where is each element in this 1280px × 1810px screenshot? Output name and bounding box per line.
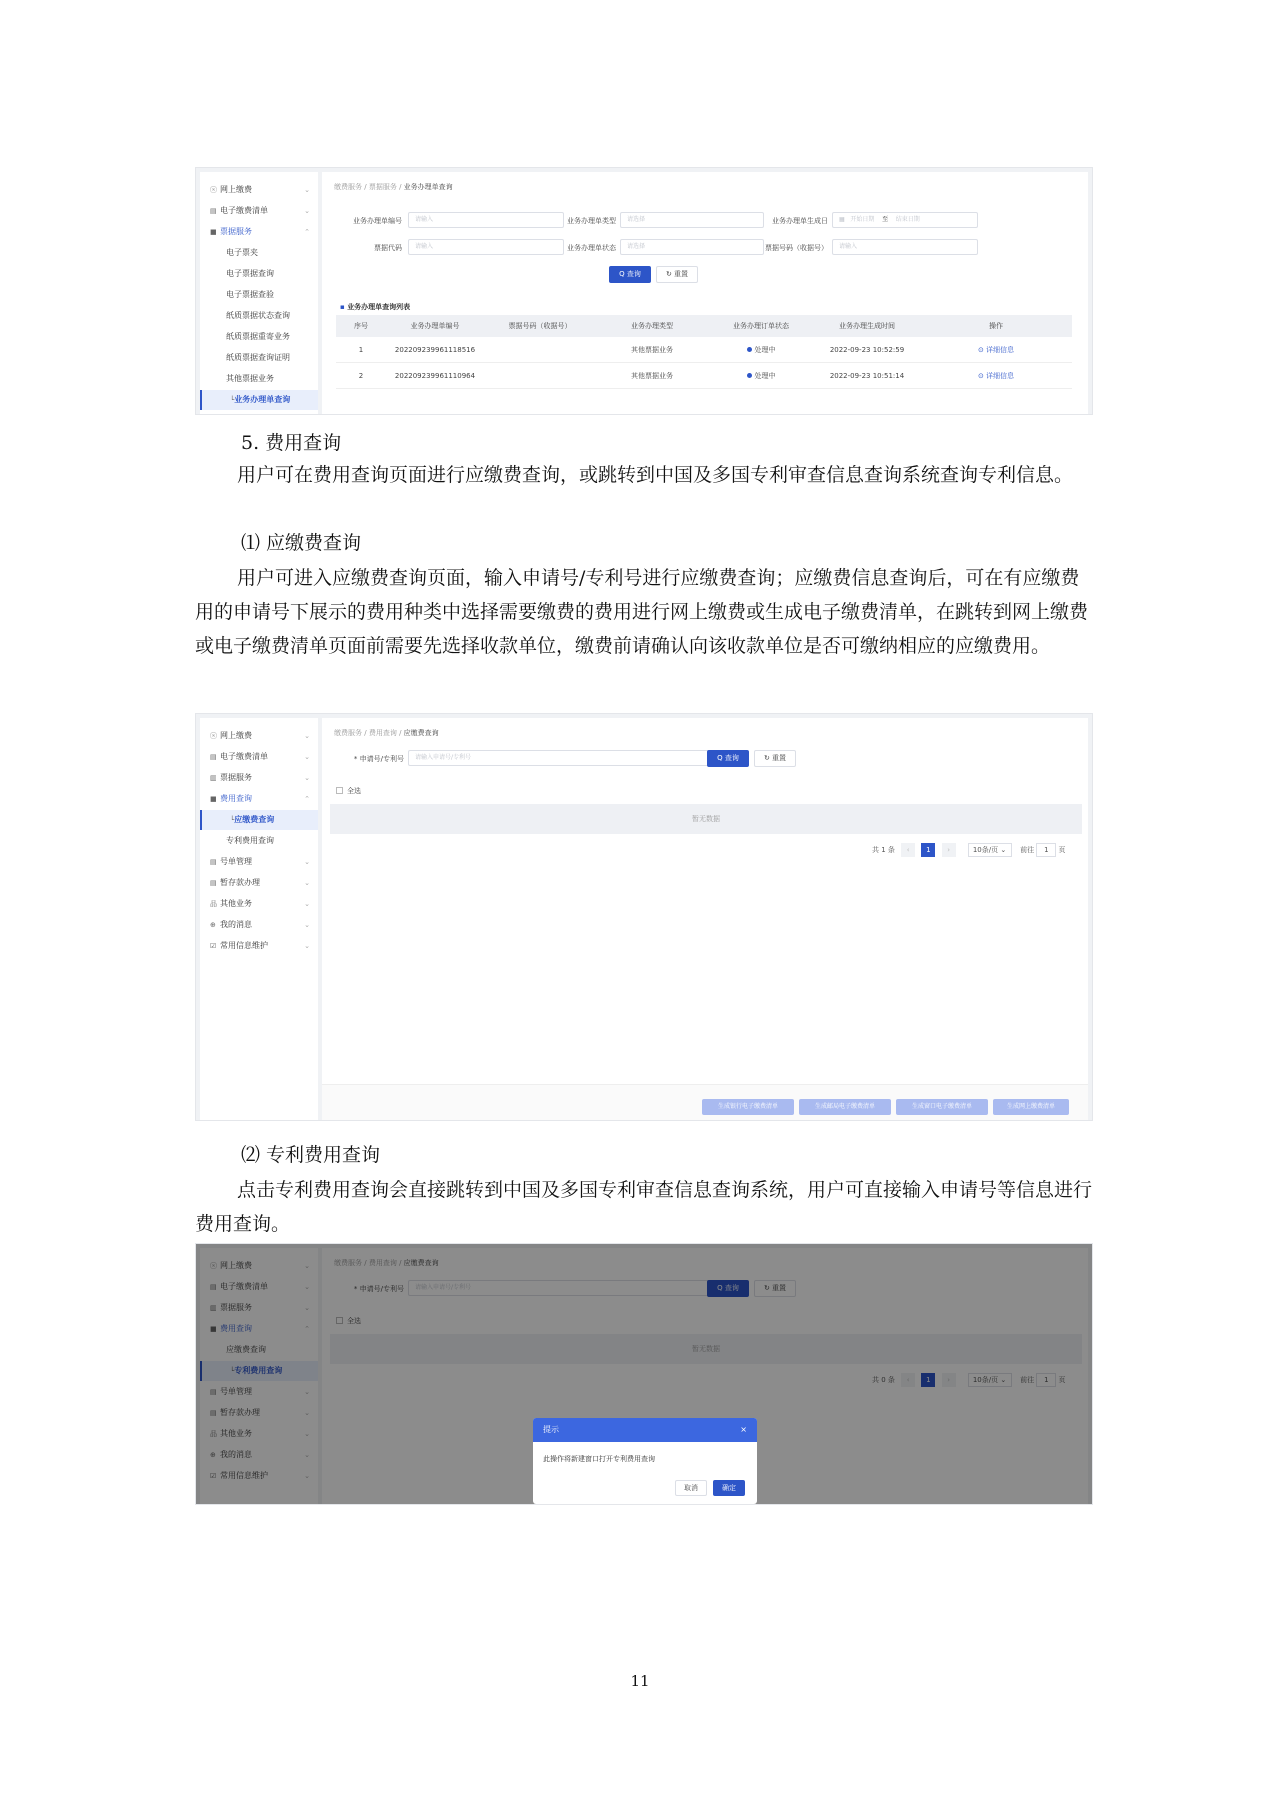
main-panel (322, 172, 1088, 414)
chevron-down-icon: ⌄ (304, 186, 310, 194)
invoice-number-input[interactable]: 请输入 (832, 239, 978, 255)
cell-order-no: 202209239961118516 (394, 346, 476, 354)
select-placeholder: 请选择 (627, 243, 646, 250)
sidebar-item-invoice-service[interactable] (210, 768, 310, 788)
cell-time: 2022-09-23 10:52:59 (829, 346, 905, 354)
chevron-down-icon: ⌄ (304, 879, 310, 887)
cell-status (708, 363, 814, 389)
chevron-down-icon: ⌄ (304, 774, 310, 782)
application-number-input[interactable]: 请输入申请号/专利号 (408, 1280, 710, 1296)
breadcrumb-separator: / (364, 183, 367, 191)
invoice-icon: ▥ (210, 1304, 217, 1312)
sidebar-item-fee-query[interactable] (210, 789, 310, 809)
tree-branch-icon: └ (230, 1367, 235, 1375)
sidebar-item-payable-query[interactable] (200, 810, 318, 830)
breadcrumb-separator: / (364, 1259, 367, 1267)
status-dot (747, 347, 752, 352)
breadcrumb-item[interactable]: 票据服务 (368, 183, 397, 191)
paragraph-patent-fee-query: 点击专利费用查询会直接跳转到中国及多国专利审查信息查询系统，用户可直接输入申请号等信息进行费用查询。 (195, 1179, 1093, 1235)
chevron-down-icon: ⌄ (304, 1283, 310, 1291)
breadcrumb-current: 业务办理单查询 (403, 183, 453, 191)
total-count: 共 1 条 (872, 846, 895, 854)
detail-link[interactable]: ⊙ 详细信息 (977, 346, 1015, 354)
section-heading-fee-query: 5. 费用查询 (241, 432, 342, 454)
sidebar-item-online-payment[interactable] (210, 726, 310, 746)
payment-icon: ⓢ (210, 1262, 217, 1270)
chevron-down-icon: ⌄ (304, 921, 310, 929)
end-date-placeholder: 结束日期 (895, 216, 920, 223)
cell-index: 2 (358, 372, 364, 380)
breadcrumb-item[interactable]: 费用查询 (368, 729, 397, 737)
sidebar-item-label: 电子缴费清单 (220, 752, 268, 761)
screenshot-patent-fee-dialog (195, 1243, 1093, 1505)
order-date-range[interactable] (832, 212, 978, 228)
list-icon: ▤ (210, 207, 217, 215)
sidebar-item-label: 其他业务 (220, 1429, 252, 1438)
sidebar (200, 172, 318, 414)
breadcrumb-item[interactable]: 缴费服务 (334, 183, 362, 191)
sidebar-item-label: 网上缴费 (220, 185, 252, 194)
goto-input[interactable]: 1 (1036, 1373, 1056, 1387)
range-separator: 至 (882, 216, 889, 223)
breadcrumb-separator: / (399, 1259, 402, 1267)
list-icon: ▤ (210, 1409, 217, 1417)
sidebar-item-label: 其他业务 (220, 899, 252, 908)
select-all-label: 全选 (347, 787, 361, 795)
select-all[interactable] (336, 786, 361, 796)
breadcrumb (334, 182, 453, 192)
sidebar-item-label: 我的消息 (220, 920, 252, 929)
chevron-down-icon: ⌄ (304, 732, 310, 740)
column-header: 序号 (354, 322, 368, 330)
status-dot (747, 373, 752, 378)
sidebar-item-label: 专利费用查询 (234, 1366, 283, 1375)
chevron-down-icon: ⌄ (304, 900, 310, 908)
invoice-number-label: 票据号码（收据号） (765, 244, 828, 252)
window-bill-button[interactable]: 生成窗口电子缴费清单 (896, 1099, 988, 1115)
pagination (872, 842, 1066, 858)
status-text: 处理中 (754, 372, 776, 380)
sidebar-item-paper-status[interactable]: 纸质票据状态查询 (226, 311, 290, 320)
sidebar-item-electronic-bill[interactable] (210, 747, 310, 767)
next-page-button[interactable]: › (942, 843, 956, 857)
chevron-down-icon: ⌄ (304, 753, 310, 761)
post-bill-button[interactable]: 生成邮局电子缴费清单 (799, 1099, 891, 1115)
screenshot-payable-query (195, 713, 1093, 1121)
bank-bill-button[interactable]: 生成银行电子缴费清单 (702, 1099, 794, 1115)
chevron-down-icon: ⌄ (304, 1472, 310, 1480)
chevron-up-icon: ⌃ (304, 1325, 310, 1333)
order-type-label: 业务办理单类型 (567, 217, 616, 225)
sidebar-item-label: 暂存款办理 (220, 1408, 260, 1417)
confirm-button[interactable]: 确定 (713, 1480, 745, 1496)
close-icon[interactable]: × (740, 1425, 747, 1434)
breadcrumb-separator: / (399, 183, 402, 191)
next-page-button[interactable]: › (942, 1373, 956, 1387)
list-icon: ▤ (210, 1283, 217, 1291)
sidebar-item-label: 网上缴费 (220, 1261, 252, 1270)
column-header: 业务办理生成时间 (839, 322, 895, 330)
application-number-label: * 申请号/专利号 (353, 755, 404, 763)
sidebar-item-label: 号单管理 (220, 857, 252, 866)
tree-branch-icon: └ (230, 816, 235, 824)
paragraph-fee-query: 用户可在费用查询页面进行应缴费查询，或跳转到中国及多国专利审查信息查询系统查询专利信息。 (237, 464, 1074, 486)
sidebar (200, 718, 318, 1120)
chevron-up-icon: ⌃ (304, 795, 310, 803)
column-header: 业务办理类型 (631, 322, 673, 330)
chevron-down-icon: ⌄ (304, 1451, 310, 1459)
sidebar-item-label: 号单管理 (220, 1387, 252, 1396)
prev-page-button[interactable]: ‹ (901, 843, 915, 857)
breadcrumb-item[interactable]: 缴费服务 (334, 729, 362, 737)
sidebar-item-common-info[interactable] (210, 936, 310, 956)
page-size-value: 10条/页 (972, 846, 999, 854)
sidebar-item-label: 电子缴费清单 (220, 1282, 268, 1291)
confirm-dialog (533, 1418, 757, 1504)
chevron-down-icon: ⌄ (304, 858, 310, 866)
invoice-code-input[interactable]: 请输入 (408, 239, 564, 255)
breadcrumb (334, 728, 439, 738)
main-panel (322, 718, 1088, 1120)
dialog-message: 此操作将新建窗口打开专利费用查询 (543, 1455, 655, 1463)
sidebar-item-label: 业务办理单查询 (234, 395, 291, 404)
page-number-current[interactable]: 1 (921, 1373, 935, 1387)
cell-time: 2022-09-23 10:51:14 (829, 372, 905, 380)
page-size-select[interactable]: 10条/页 ⌄ (968, 1373, 1012, 1387)
column-header: 业务办理订单状态 (733, 322, 789, 330)
breadcrumb-item[interactable]: 缴费服务 (334, 1259, 362, 1267)
sidebar-item-number-management[interactable] (210, 852, 310, 872)
status-text: 处理中 (754, 346, 776, 354)
table-row (336, 363, 1072, 389)
cell-type: 其他票据业务 (631, 346, 673, 354)
goto-input[interactable]: 1 (1036, 843, 1056, 857)
goto-label: 前往 (1020, 1376, 1035, 1384)
order-date-label: 业务办理单生成日 (772, 217, 828, 225)
application-number-label: * 申请号/专利号 (353, 1285, 404, 1293)
sidebar-item-label: 应缴费查询 (234, 815, 275, 824)
page-number-current[interactable]: 1 (921, 843, 935, 857)
payment-icon: ⓢ (210, 732, 217, 740)
breadcrumb-separator: / (364, 729, 367, 737)
sidebar-item-online-payment[interactable] (210, 180, 310, 200)
sidebar-item-patent-fee-query[interactable]: 专利费用查询 (226, 836, 274, 845)
goto-label: 前往 (1020, 846, 1035, 854)
sidebar-item-label: 票据服务 (220, 773, 252, 782)
page-unit: 页 (1058, 846, 1066, 854)
cell-order-no: 202209239961110964 (394, 372, 476, 380)
sidebar-item-other-business[interactable] (210, 894, 310, 914)
table-row (336, 337, 1072, 363)
sidebar-item-order-query[interactable] (200, 390, 318, 410)
column-header: 业务办理单编号 (410, 322, 460, 330)
order-no-input[interactable]: 请输入 (408, 212, 564, 228)
empty-state: 暂无数据 (330, 1334, 1082, 1364)
message-icon: ⊕ (210, 1451, 216, 1459)
sidebar-item-label: 常用信息维护 (220, 941, 268, 950)
sidebar-item-label: 票据服务 (220, 1303, 252, 1312)
sidebar-item-label: 我的消息 (220, 1450, 252, 1459)
list-icon: ▤ (210, 1388, 217, 1396)
prev-page-button[interactable]: ‹ (901, 1373, 915, 1387)
checklist-icon: ☑ (210, 1472, 217, 1480)
sidebar-item-deposit[interactable] (210, 873, 310, 893)
list-icon: ▤ (210, 879, 217, 887)
cancel-button[interactable]: 取消 (675, 1480, 707, 1496)
empty-state: 暂无数据 (330, 804, 1082, 834)
payment-icon: ⓢ (210, 186, 217, 194)
cell-index: 1 (358, 346, 364, 354)
chevron-up-icon: ⌃ (304, 228, 310, 236)
list-title (340, 302, 410, 312)
total-count: 共 0 条 (872, 1376, 895, 1384)
page-number: 11 (630, 1672, 650, 1690)
breadcrumb-separator: / (399, 729, 402, 737)
fee-icon: ■ (210, 1325, 217, 1333)
reset-button[interactable]: ↻ 重置 (754, 1280, 796, 1297)
select-placeholder: 请选择 (627, 216, 646, 223)
list-icon: ▤ (210, 858, 217, 866)
chevron-down-icon: ⌄ (304, 1304, 310, 1312)
chevron-down-icon: ⌄ (304, 1388, 310, 1396)
subheading-patent-fee-query: ⑵ 专利费用查询 (241, 1144, 381, 1166)
column-header: 操作 (989, 322, 1003, 330)
paragraph-payable-query: 用户可进入应缴费查询页面，输入申请号/专利号进行应缴费查询；应缴费信息查询后，可在有应缴费用的申请号下展示的费用种类中选择需要缴费的费用进行网上缴费或生成电子缴费清单，在跳转到网上缴费或电子缴费清单页面前需要先选择收款单位，缴费前请确认向该收款单位是否可缴纳相应的应缴费用。 (195, 567, 1089, 657)
cell-status (708, 337, 814, 363)
tree-branch-icon: └ (230, 396, 235, 404)
sidebar-item-label: 网上缴费 (220, 731, 252, 740)
sidebar-item-label: 费用查询 (220, 794, 252, 803)
invoice-icon: ▥ (210, 774, 217, 782)
chevron-down-icon: ⌄ (304, 942, 310, 950)
list-title-text: 业务办理单查询列表 (347, 303, 411, 311)
page-unit: 页 (1058, 1376, 1066, 1384)
search-button[interactable]: Q 查询 (707, 750, 749, 767)
sidebar-item-electronic-bill[interactable] (210, 201, 310, 221)
sidebar-item-label: 票据服务 (220, 227, 252, 236)
calendar-icon: ▦ (839, 216, 845, 223)
invoice-icon: ■ (210, 228, 217, 236)
order-no-label: 业务办理单编号 (353, 217, 402, 225)
screenshot-bill-query (195, 167, 1093, 415)
sidebar-item-e-wallet[interactable]: 电子票夹 (226, 248, 258, 257)
sidebar-item-label: 常用信息维护 (220, 1471, 268, 1480)
sidebar-item-paper-resend[interactable]: 纸质票据重寄业务 (226, 332, 290, 341)
subheading-payable-query: ⑴ 应缴费查询 (241, 532, 362, 554)
checkbox-icon (336, 787, 343, 794)
reset-button[interactable]: ↻ 重置 (754, 750, 796, 767)
chevron-down-icon: ⌄ (304, 1262, 310, 1270)
invoice-code-label: 票据代码 (374, 244, 402, 252)
sidebar-item-payable-query[interactable]: 应缴费查询 (226, 1345, 266, 1354)
footer-bar (322, 1084, 1088, 1120)
chevron-down-icon: ⌄ (304, 207, 310, 215)
page-size-select[interactable]: 10条/页 ⌄ (968, 843, 1012, 857)
order-type-select[interactable] (620, 212, 764, 228)
checklist-icon: ☑ (210, 942, 217, 950)
apps-icon: 品 (210, 900, 217, 908)
chevron-down-icon: ⌄ (304, 1409, 310, 1417)
table-header (336, 315, 1072, 337)
apps-icon: 品 (210, 1430, 217, 1438)
search-button[interactable]: Q 查询 (707, 1280, 749, 1297)
start-date-placeholder: 开始日期 (850, 216, 875, 223)
chevron-down-icon: ⌄ (304, 1430, 310, 1438)
sidebar-item-e-invoice-verify[interactable]: 电子票据查验 (226, 290, 274, 299)
detail-link[interactable]: ⊙ 详细信息 (977, 372, 1015, 380)
sidebar-item-paper-proof[interactable]: 纸质票据查询证明 (226, 353, 290, 362)
order-status-label: 业务办理单状态 (567, 244, 616, 252)
sidebar-item-messages[interactable] (210, 915, 310, 935)
online-bill-button[interactable]: 生成网上缴费清单 (993, 1099, 1069, 1115)
dialog-header (533, 1418, 757, 1442)
breadcrumb-item[interactable]: 费用查询 (368, 1259, 397, 1267)
dialog-title: 提示 (543, 1425, 559, 1434)
sidebar-item-label: 电子缴费清单 (220, 206, 268, 215)
sidebar-item-label: 费用查询 (220, 1324, 252, 1333)
fee-icon: ■ (210, 795, 217, 803)
breadcrumb-current: 应缴费查询 (403, 729, 439, 737)
list-icon: ▤ (210, 753, 217, 761)
sidebar-item-invoice-service[interactable] (210, 222, 310, 242)
search-button[interactable]: Q 查询 (609, 266, 651, 283)
breadcrumb-current: 应缴费查询 (403, 1259, 439, 1267)
select-all-label: 全选 (347, 1317, 361, 1325)
sidebar-item-label: 暂存款办理 (220, 878, 260, 887)
sidebar-item-other-invoice[interactable]: 其他票据业务 (226, 374, 274, 383)
column-header: 票据号码（收据号） (508, 322, 572, 330)
page-size-value: 10条/页 (972, 1376, 999, 1384)
sidebar-item-e-invoice-query[interactable]: 电子票据查询 (226, 269, 274, 278)
application-number-input[interactable]: 请输入申请号/专利号 (408, 750, 710, 766)
message-icon: ⊕ (210, 921, 216, 929)
reset-button[interactable]: ↻ 重置 (656, 266, 698, 283)
bullet-icon: ▪ (340, 303, 345, 311)
cell-type: 其他票据业务 (631, 372, 673, 380)
